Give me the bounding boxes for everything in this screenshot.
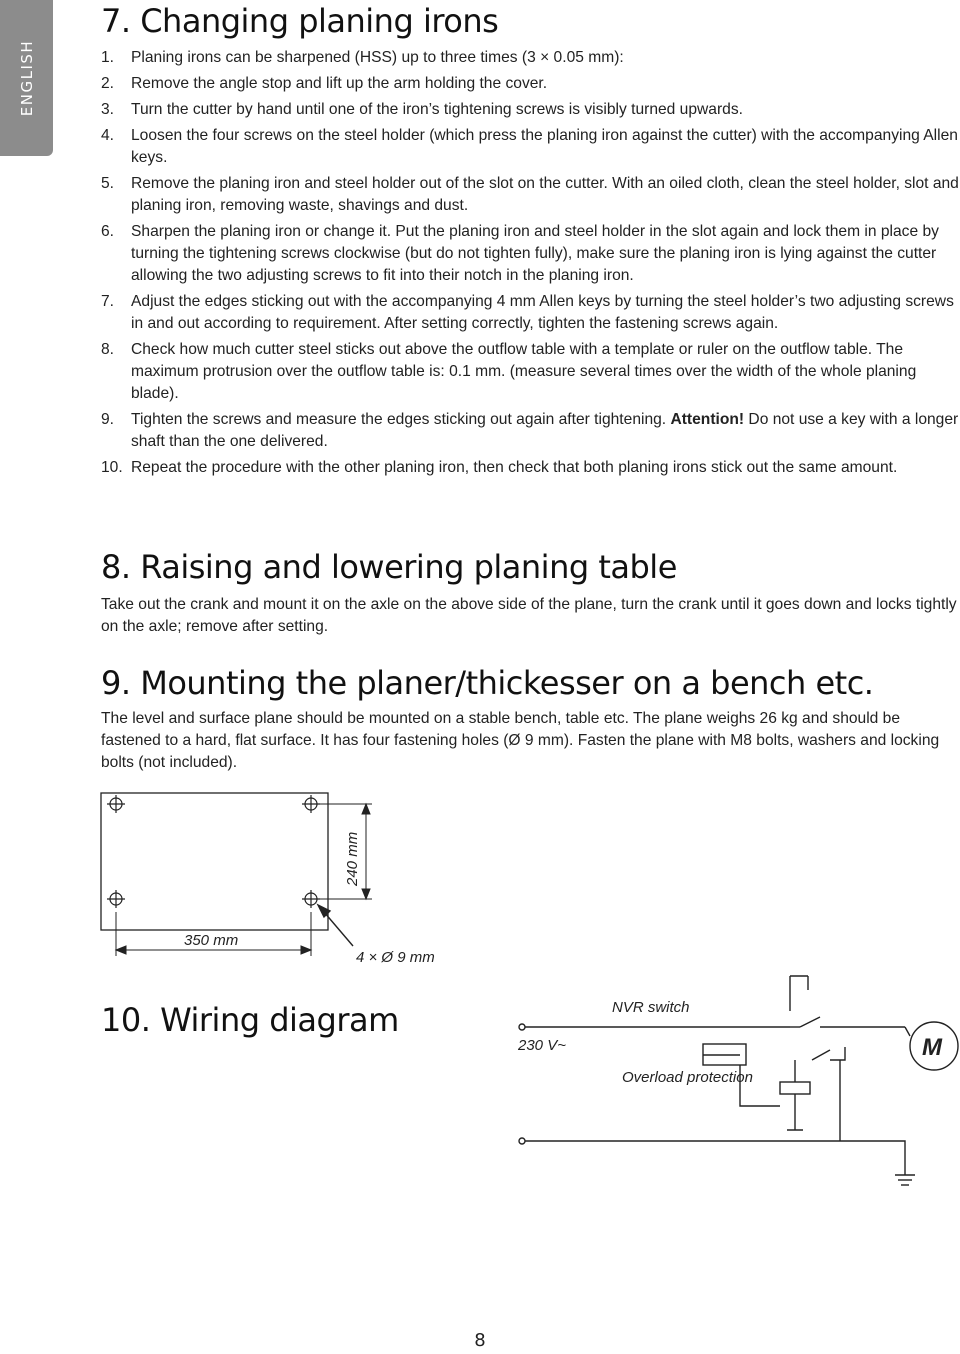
list-item: 8. Check how much cutter steel sticks out above the outflow table with a template or ruler on the outflow table. The maximum protrusion over the outflow table is: 0.1 mm. (measure several times over the width of the whole planing blade). — [101, 341, 917, 402]
list-item: 4. Loosen the four screws on the steel holder (which press the planing iron against the cutter) with the accompanying Allen keys. — [101, 127, 958, 166]
section-9-title: 9. Mounting the planer/thickesser on a bench etc. — [101, 664, 874, 702]
list-item: 2. Remove the angle stop and lift up the arm holding the cover. — [101, 75, 548, 92]
overload-label: Overload protection — [622, 1069, 753, 1086]
page-number: 8 — [474, 1330, 486, 1351]
language-label: ENGLISH — [17, 39, 36, 117]
supply-label: 230 V~ — [518, 1037, 566, 1054]
ground-icon — [895, 1175, 915, 1185]
planing-iron-steps — [101, 47, 960, 483]
width-label: 350 mm — [184, 932, 239, 949]
terminal-n-icon — [519, 1138, 525, 1144]
list-item: 3. Turn the cutter by hand until one of the iron’s tightening screws is visibly turned upwards. — [101, 101, 743, 118]
list-item: 9. Tighten the screws and measure the edges sticking out again after tightening. Attention! Do not use a key with a longer shaft than the one delivered. — [101, 411, 959, 450]
section-7-title: 7. Changing planing irons — [101, 2, 499, 40]
attention-label: Attention! — [670, 411, 745, 428]
list-item: 6. Sharpen the planing iron or change it. Put the planing iron and steel holder in the slot again and lock them in place by turning the tightening screws clockwise (but do not tighten fully), make sure the planing iron is lying against the cutter allowing the two adjusting screws to fit into their notch in the planing iron. — [101, 223, 939, 284]
holes-label: 4 × Ø 9 mm — [356, 949, 435, 966]
hole-top-left-icon — [107, 795, 125, 813]
switch-label: NVR switch — [612, 999, 690, 1016]
list-item: 10. Repeat the procedure with the other planing iron, then check that both planing irons stick out the same amount. — [101, 459, 898, 476]
base-plate-outline — [101, 793, 328, 930]
section-8-body: Take out the crank and mount it on the axle on the above side of the plane, turn the crank until it goes down and locks tightly on the axle; remove after setting. — [101, 596, 957, 635]
holes-leader-arrow — [318, 905, 353, 946]
wiring-diagram — [500, 965, 960, 1195]
section-9-body: The level and surface plane should be mounted on a stable bench, table etc. The plane weighs 26 kg and should be fastened to a hard, flat surface. It has four fastening holes (Ø 9 mm). Fasten the plane with M8 bolts, washers and locking bolts (not included). — [101, 710, 940, 771]
relay-coil — [780, 1082, 810, 1094]
terminal-l-icon — [519, 1024, 525, 1030]
list-item: 7. Adjust the edges sticking out with the accompanying 4 mm Allen keys by turning the steel holder’s two adjusting screws in and out according to requirement. After setting correctly, tighten the fastening screws again. — [101, 293, 954, 332]
section-8-title: 8. Raising and lowering planing table — [101, 548, 677, 586]
motor-label: M — [922, 1034, 942, 1061]
height-label: 240 mm — [344, 831, 361, 886]
hole-bottom-left-icon — [107, 890, 125, 908]
list-item: 5. Remove the planing iron and steel holder out of the slot on the cutter. With an oiled cloth, clean the steel holder, slot and planing iron, removing waste, shavings and dust. — [101, 175, 959, 214]
list-item: 1. Planing irons can be sharpened (HSS) up to three times (3 × 0.05 mm): — [101, 49, 624, 66]
language-tab — [0, 0, 53, 156]
mounting-holes-diagram — [0, 780, 480, 970]
section-10-title: 10. Wiring diagram — [101, 1001, 399, 1039]
